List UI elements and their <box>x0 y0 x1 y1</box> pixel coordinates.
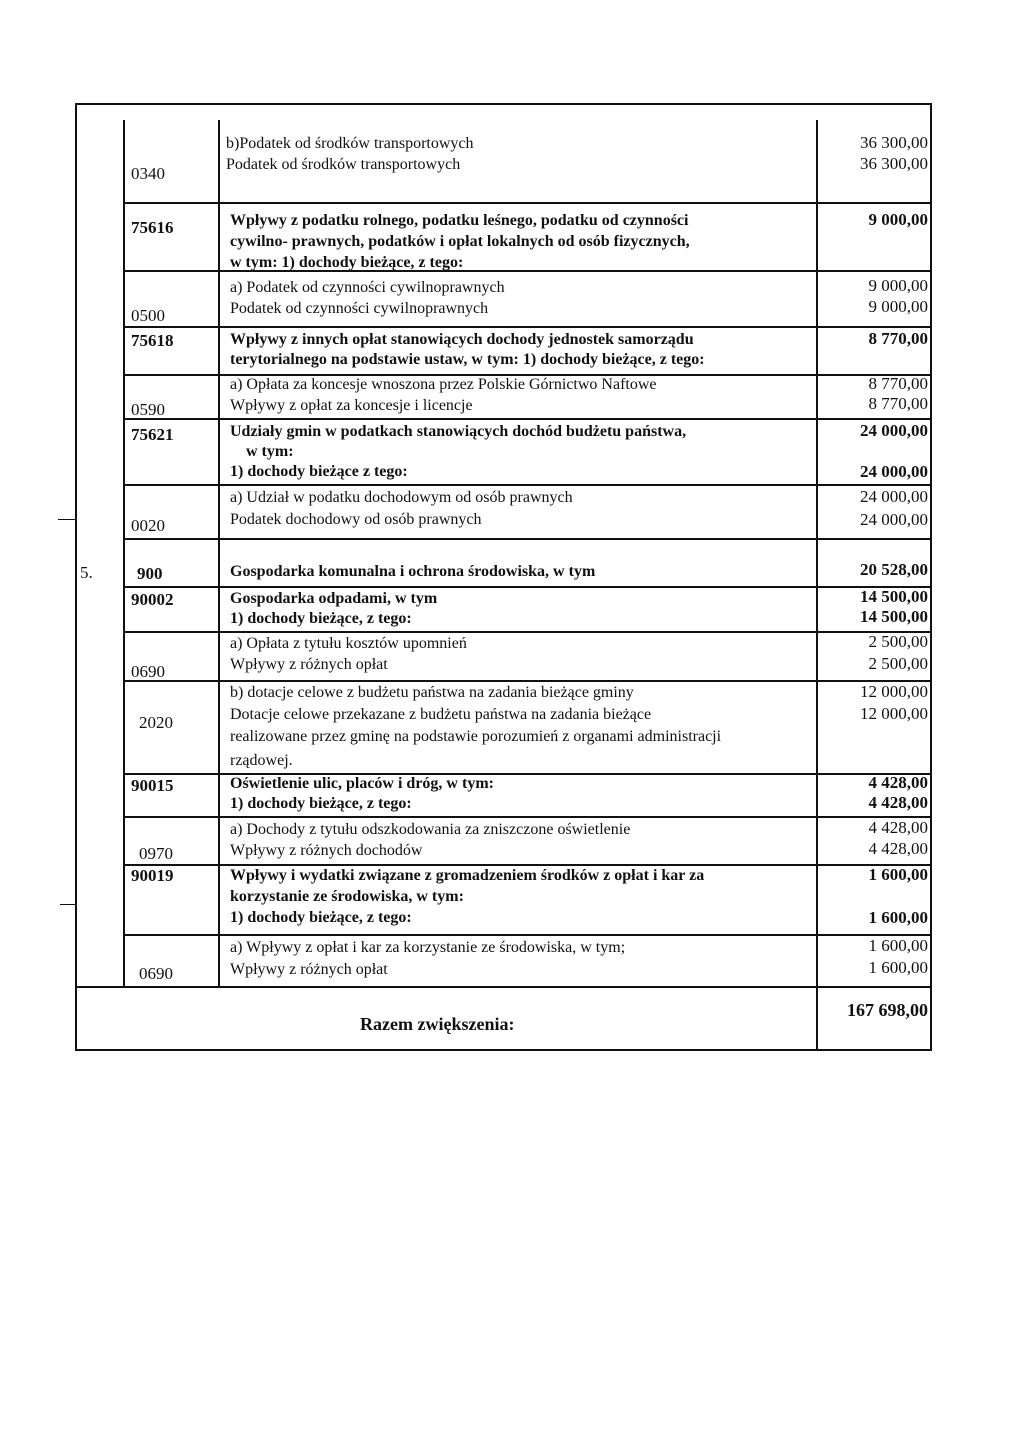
row-separator <box>123 680 930 682</box>
row-code: 90015 <box>131 776 174 795</box>
row-amount: 1 600,00 <box>868 908 928 927</box>
row-amount: 4 428,00 <box>868 773 928 792</box>
row-amount: 24 000,00 <box>860 510 928 529</box>
row-amount: 12 000,00 <box>860 704 928 723</box>
row-amount: 4 428,00 <box>868 818 928 837</box>
row-code: 0970 <box>139 844 173 863</box>
total-amount: 167 698,00 <box>847 1000 928 1020</box>
row-description: a) Dochody z tytułu odszkodowania za zniszczone oświetlenie <box>230 821 631 838</box>
row-description: Podatek od czynności cywilnoprawnych <box>230 300 489 317</box>
row-description: Wpływy z innych opłat stanowiących dochody jednostek samorządu <box>230 331 694 348</box>
row-amount: 20 528,00 <box>860 560 928 579</box>
row-description: a) Opłata za koncesje wnoszona przez Polskie Górnictwo Naftowe <box>230 376 657 393</box>
row-description: 1) dochody bieżące, z tego: <box>230 610 412 627</box>
row-code: 0500 <box>131 306 165 325</box>
row-code: 0020 <box>131 516 165 535</box>
row-amount: 4 428,00 <box>868 839 928 858</box>
row-separator <box>123 484 930 486</box>
row-separator <box>123 202 930 204</box>
row-code: 0590 <box>131 400 165 419</box>
column-divider-amount <box>816 120 818 1050</box>
row-description: a) Opłata z tytułu kosztów upomnień <box>230 635 467 652</box>
row-description: Wpływy z podatku rolnego, podatku leśnego, podatku od czynności <box>230 212 689 229</box>
row-description: rządowej. <box>230 752 293 769</box>
row-description: a) Wpływy z opłat i kar za korzystanie ze środowiska, w tym; <box>230 939 626 956</box>
row-description: Wpływy i wydatki związane z gromadzeniem środków z opłat i kar za <box>230 867 705 884</box>
row-amount: 1 600,00 <box>868 936 928 955</box>
row-description: a) Podatek od czynności cywilnoprawnych <box>230 279 505 296</box>
row-separator <box>123 326 930 328</box>
margin-mark <box>58 519 76 520</box>
row-code: 90002 <box>131 590 174 609</box>
row-description: 1) dochody bieżące, z tego: <box>230 909 412 926</box>
row-description: a) Udział w podatku dochodowym od osób prawnych <box>230 489 573 506</box>
row-description: Wpływy z różnych dochodów <box>230 842 423 859</box>
row-code: 75618 <box>131 331 174 350</box>
row-description: Gospodarka odpadami, w tym <box>230 590 438 607</box>
row-code: 0690 <box>131 662 165 681</box>
row-separator <box>123 934 930 936</box>
row-amount: 9 000,00 <box>868 276 928 295</box>
section-number: 5. <box>80 563 93 582</box>
margin-mark <box>60 904 76 905</box>
row-amount: 24 000,00 <box>860 421 928 440</box>
row-description: korzystanie ze środowiska, w tym: <box>230 888 464 905</box>
row-amount: 14 500,00 <box>860 587 928 606</box>
row-amount: 36 300,00 <box>860 154 928 173</box>
row-description: Wpływy z różnych opłat <box>230 656 388 673</box>
table-left-border <box>75 103 77 1051</box>
row-amount: 1 600,00 <box>868 865 928 884</box>
row-description: 1) dochody bieżące z tego: <box>230 463 408 480</box>
column-divider-description <box>218 120 220 987</box>
row-amount: 14 500,00 <box>860 607 928 626</box>
row-amount: 9 000,00 <box>868 210 928 229</box>
row-separator <box>123 538 930 540</box>
row-description: Podatek dochodowy od osób prawnych <box>230 511 482 528</box>
row-separator <box>123 586 930 588</box>
row-description: Oświetlenie ulic, placów i dróg, w tym: <box>230 775 494 792</box>
row-description: Dotacje celowe przekazane z budżetu państwa na zadania bieżące <box>230 706 652 723</box>
row-amount: 24 000,00 <box>860 487 928 506</box>
row-amount: 24 000,00 <box>860 462 928 481</box>
row-description: terytorialnego na podstawie ustaw, w tym: 1) dochody bieżące, z tego: <box>230 351 705 368</box>
row-code: 90019 <box>131 866 174 885</box>
row-amount: 8 770,00 <box>868 374 928 393</box>
row-description: Podatek od środków transportowych <box>226 156 461 173</box>
row-code: 0340 <box>131 164 165 183</box>
row-code: 75616 <box>131 218 174 237</box>
row-code: 2020 <box>139 713 173 732</box>
row-description: b)Podatek od środków transportowych <box>226 135 474 152</box>
column-divider-code <box>123 120 125 987</box>
row-amount: 36 300,00 <box>860 133 928 152</box>
row-description: realizowane przez gminę na podstawie porozumień z organami administracji <box>230 728 722 745</box>
row-description: cywilno- prawnych, podatków i opłat lokalnych od osób fizycznych, <box>230 233 690 250</box>
row-description: Udziały gmin w podatkach stanowiących dochód budżetu państwa, <box>230 423 687 440</box>
table-top-border <box>75 103 931 105</box>
row-description: Wpływy z różnych opłat <box>230 961 388 978</box>
row-description: Wpływy z opłat za koncesje i licencje <box>230 397 473 414</box>
row-separator <box>123 631 930 633</box>
table-bottom-border <box>75 1049 931 1051</box>
row-amount: 8 770,00 <box>868 329 928 348</box>
row-separator <box>75 986 931 988</box>
row-amount: 9 000,00 <box>868 297 928 316</box>
row-amount: 12 000,00 <box>860 682 928 701</box>
row-description: Gospodarka komunalna i ochrona środowiska, w tym <box>230 563 596 580</box>
row-amount: 4 428,00 <box>868 793 928 812</box>
row-amount: 2 500,00 <box>868 632 928 651</box>
row-separator <box>123 418 930 420</box>
row-description: w tym: 1) dochody bieżące, z tego: <box>230 254 464 271</box>
row-amount: 1 600,00 <box>868 958 928 977</box>
table-right-border <box>930 103 932 1051</box>
row-description: w tym: <box>246 443 294 460</box>
row-code: 900 <box>137 564 163 583</box>
row-code: 75621 <box>131 425 174 444</box>
total-label: Razem zwiększenia: <box>360 1014 515 1034</box>
row-amount: 2 500,00 <box>868 654 928 673</box>
row-description: 1) dochody bieżące, z tego: <box>230 795 412 812</box>
row-code: 0690 <box>139 964 173 983</box>
row-description: b) dotacje celowe z budżetu państwa na zadania bieżące gminy <box>230 684 634 701</box>
row-separator <box>123 816 930 818</box>
row-amount: 8 770,00 <box>868 394 928 413</box>
